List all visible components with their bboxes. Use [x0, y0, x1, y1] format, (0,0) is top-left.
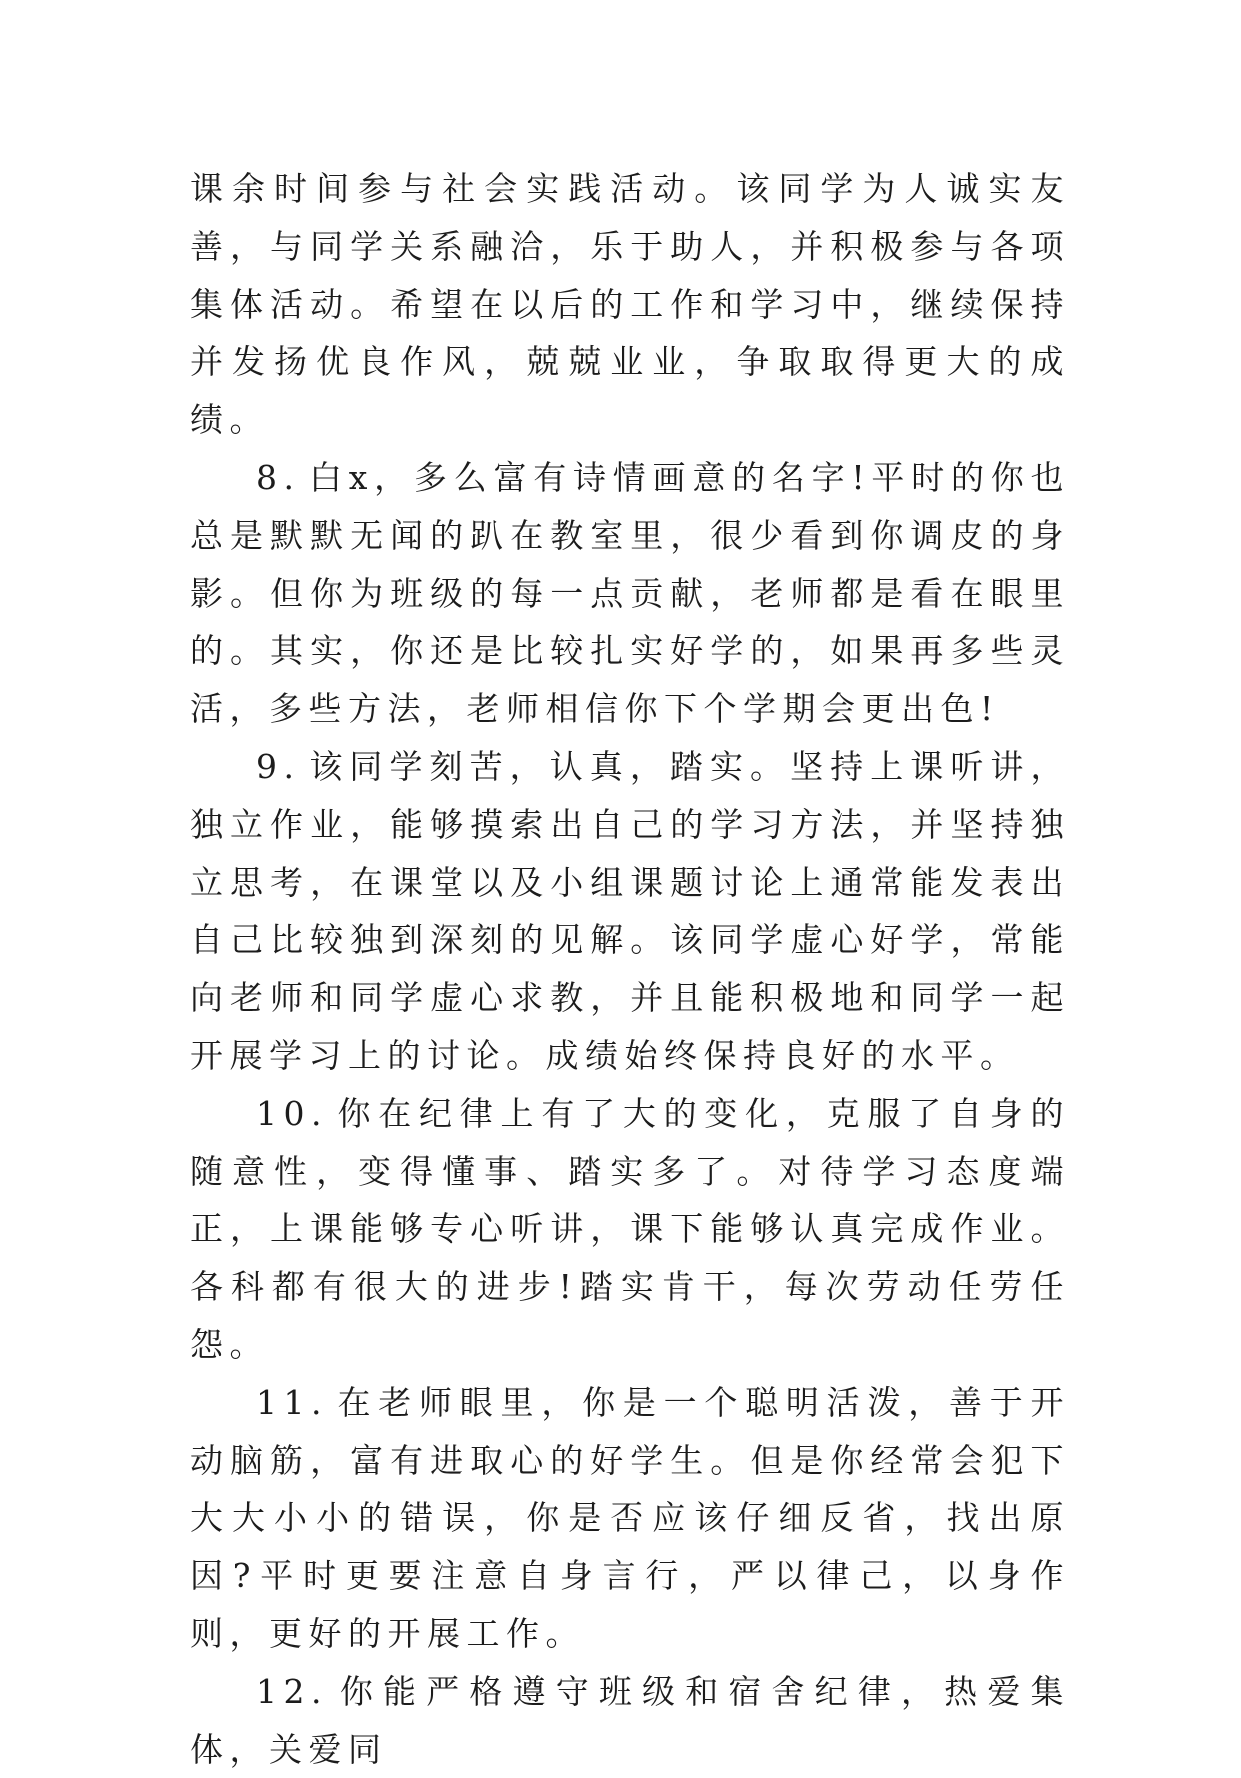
paragraph-number: 9. — [256, 746, 301, 786]
paragraph-number: 10. — [256, 1093, 328, 1133]
paragraph-9 — [190, 738, 1070, 1085]
paragraph-12 — [190, 1663, 1070, 1778]
paragraph-number: 8. — [256, 457, 301, 497]
paragraph-text: 在老师眼里，你是一个聪明活泼，善于开动脑筋，富有进取心的好学生。但是你经常会犯下大大小小的错误，你是否应该仔细反省，找出原因?平时更要注意自身言行，严以律己，以身作则，更好的开展工作。 — [190, 1382, 1070, 1653]
paragraph-11 — [190, 1374, 1070, 1663]
paragraph-continued — [190, 160, 1070, 449]
body-text — [190, 160, 1070, 1778]
paragraph-number: 11. — [256, 1382, 328, 1422]
paragraph-text: 白x，多么富有诗情画意的名字!平时的你也总是默默无闻的趴在教室里，很少看到你调皮的身影。但你为班级的每一点贡献，老师都是看在眼里的。其实，你还是比较扎实好学的，如果再多些灵活，多些方法，老师相信你下个学期会更出色! — [190, 457, 1070, 729]
paragraph-8 — [190, 449, 1070, 738]
paragraph-text: 该同学刻苦，认真，踏实。坚持上课听讲，独立作业，能够摸索出自己的学习方法，并坚持独立思考，在课堂以及小组课题讨论上通常能发表出自己比较独到深刻的见解。该同学虚心好学，常能向老师和同学虚心求教，并且能积极地和同学一起开展学习上的讨论。成绩始终保持良好的水平。 — [190, 746, 1070, 1075]
paragraph-text: 你在纪律上有了大的变化，克服了自身的随意性，变得懂事、踏实多了。对待学习态度端正，上课能够专心听讲，课下能够认真完成作业。各科都有很大的进步!踏实肯干，每次劳动任劳任怨。 — [190, 1093, 1070, 1364]
paragraph-text: 你能严格遵守班级和宿舍纪律，热爱集体，关爱同 — [190, 1671, 1070, 1769]
paragraph-text: 课余时间参与社会实践活动。该同学为人诚实友善，与同学关系融洽，乐于助人，并积极参与各项集体活动。希望在以后的工作和学习中，继续保持并发扬优良作风，兢兢业业，争取取得更大的成绩。 — [190, 169, 1070, 440]
paragraph-number: 12. — [256, 1671, 328, 1711]
paragraph-10 — [190, 1085, 1070, 1374]
